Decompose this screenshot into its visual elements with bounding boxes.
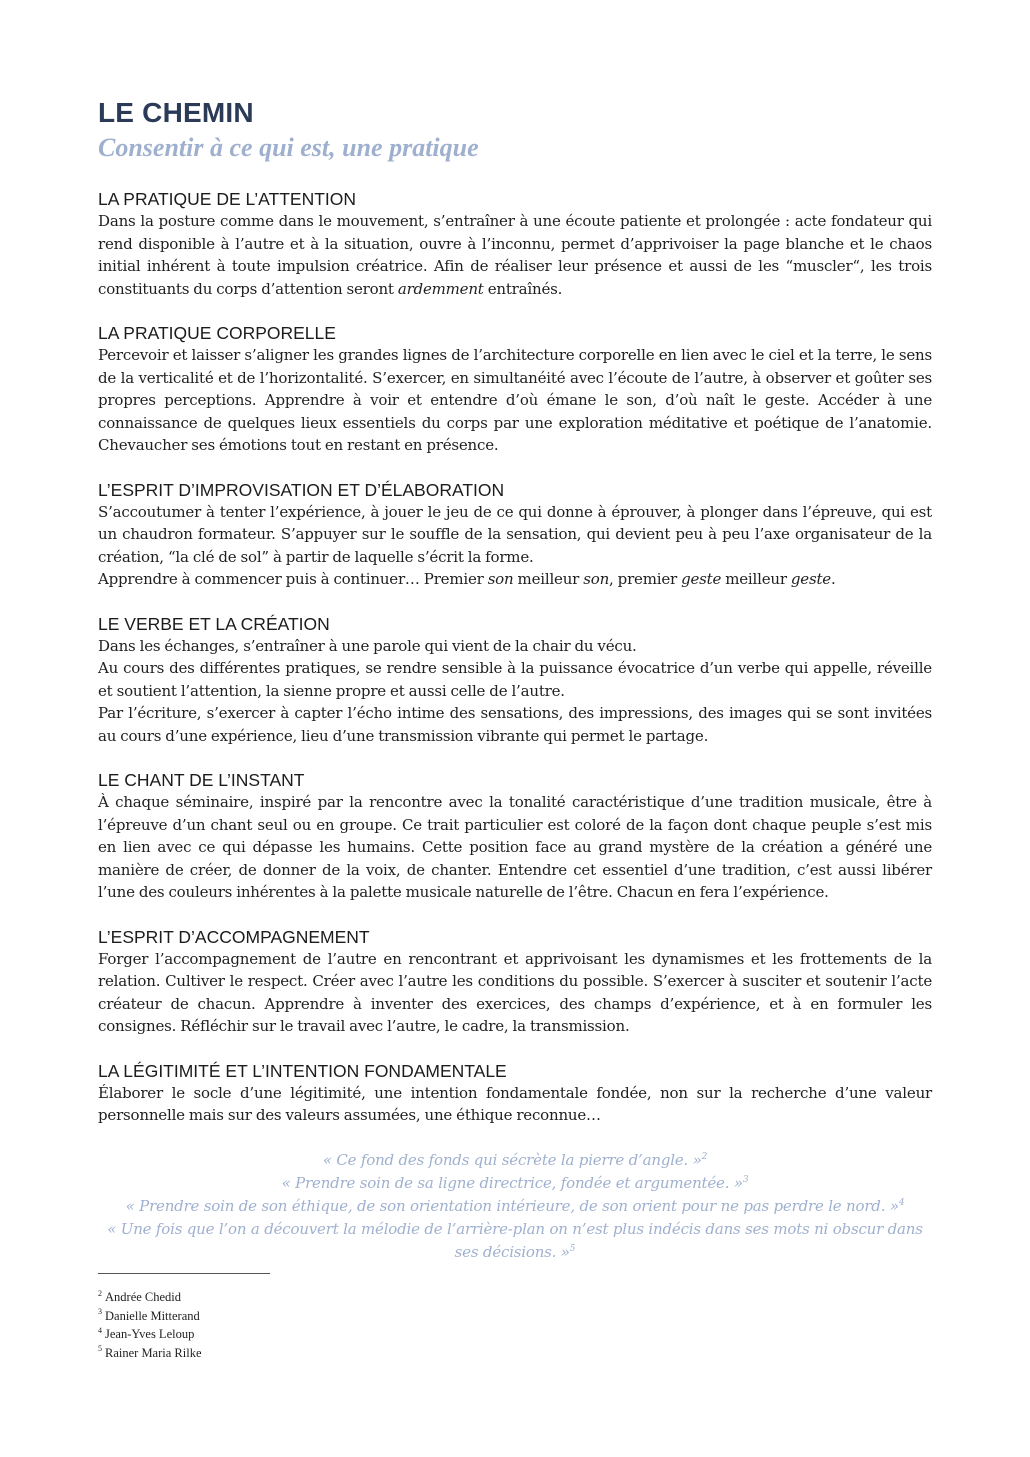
section-paragraph: À chaque séminaire, inspiré par la rencontre avec la tonalité caractéristique d’une tradition musicale, être à l’épreuve d’un chant seul ou en groupe. Ce trait particulier est coloré de la façon dont chaque peuple s’est mis en lien avec ce qui dépasse les humains. Cette position face au grand mystère de la création a généré une manière de créer, de donner de la voix, de chanter. Entendre cet essentiel d’une tradition, c’est aussi libérer l’une des couleurs inhérentes à la palette musicale naturelle de l’être. Chacun en fera l’expérience. bbox=[98, 793, 932, 901]
section-accompagnement bbox=[98, 926, 932, 1038]
quotes-block bbox=[98, 1149, 932, 1264]
footnote-divider bbox=[98, 1273, 270, 1274]
section-paragraph: Dans la posture comme dans le mouvement, s’entraîner à une écoute patiente et prolongée : acte fondateur qui rend disponible à l’autre et à la situation, ouvre à l’inconnu, permet d’apprivoiser la page blanche et le chaos initial inhérent à toute impulsion créatrice. Afin de réaliser leur présence et aussi de les “muscler“, les trois constituants du corps d’attention seront ardemment entraînés. bbox=[98, 212, 932, 298]
section-heading: LA LÉGITIMITÉ ET L’INTENTION FONDAMENTALE bbox=[98, 1060, 507, 1081]
section-paragraph: S’accoutumer à tenter l’expérience, à jouer le jeu de ce qui donne à éprouver, à plonger dans l’épreuve, qui est un chaudron formateur. S’appuyer sur le souffle de la sensation, qui devient peu à peu l’axe organisateur de la création, “la clé de sol” à partir de laquelle s’écrit la forme. bbox=[98, 502, 932, 566]
section-verbe bbox=[98, 613, 932, 748]
footnote: $^5$ Rainer Maria Rilke bbox=[98, 1344, 202, 1360]
footnote: $^3$ Danielle Mitterand bbox=[98, 1307, 200, 1323]
section-paragraph: Percevoir et laisser s’aligner les grandes lignes de l’architecture corporelle en lien avec le ciel et la terre, le sens de la verticalité et de l’horizontalité. S’exercer, en simultanéité avec l’écoute de l’autre, à observer et goûter ses propres perceptions. Apprendre à voir et entendre d’où émane le son, d’où naît le geste. Accéder à une connaissance de quelques lieux essentiels du corps par une exploration méditative et poétique de l’anatomie. Chevaucher ses émotions tout en restant en présence. bbox=[98, 346, 932, 454]
section-improvisation bbox=[98, 479, 932, 591]
quote-line: « Ce fond des fonds qui sécrète la pierre d’angle. »$^2$ bbox=[322, 1150, 708, 1169]
page-subtitle: Consentir à ce qui est, une pratique bbox=[98, 133, 479, 162]
section-heading: LA PRATIQUE DE L’ATTENTION bbox=[98, 189, 357, 209]
quote-line: « Prendre soin de sa ligne directrice, fondée et argumentée. »$^3$ bbox=[281, 1173, 749, 1192]
section-chant bbox=[98, 769, 932, 904]
section-heading: LA PRATIQUE CORPORELLE bbox=[98, 323, 336, 343]
quote-line: « Une fois que l’on a découvert la mélodie de l’arrière-plan on n’est plus indécis dans ses mots ni obscur dans ses décisions. »$^5$ bbox=[107, 1219, 923, 1261]
quote-line: « Prendre soin de son éthique, de son orientation intérieure, de son orient pour ne pas perdre le nord. »$^4$ bbox=[125, 1196, 905, 1215]
section-paragraph: Apprendre à commencer puis à continuer… Premier son meilleur son, premier geste meilleur geste. bbox=[98, 570, 836, 588]
section-paragraph: Au cours des différentes pratiques, se rendre sensible à la puissance évocatrice d’un verbe qui appelle, réveille et soutient l’attention, la sienne propre et aussi celle de l’autre. bbox=[98, 659, 932, 700]
section-heading: L’ESPRIT D’ACCOMPAGNEMENT bbox=[98, 926, 370, 947]
footnote-ref: 2 bbox=[701, 1151, 708, 1162]
footnote-ref: 4 bbox=[898, 1197, 905, 1208]
section-paragraph: Forger l’accompagnement de l’autre en rencontrant et apprivoisant les dynamismes et les frottements de la relation. Cultiver le respect. Créer avec l’autre les conditions du possible. S’exercer à susciter et soutenir l’acte créateur de chacun. Apprendre à inventer des exercices, des champs d’expérience, et à en formuler les consignes. Réfléchir sur le travail avec l’autre, le cadre, la transmission. bbox=[98, 949, 932, 1035]
footnote-ref: 5 bbox=[569, 1243, 576, 1254]
footnotes bbox=[98, 1288, 202, 1362]
footnote: $^2$ Andrée Chedid bbox=[98, 1288, 182, 1304]
document-page bbox=[98, 96, 932, 1264]
footnote: $^4$ Jean-Yves Leloup bbox=[98, 1325, 195, 1341]
section-paragraph: Dans les échanges, s’entraîner à une parole qui vient de la chair du vécu. bbox=[98, 636, 637, 655]
section-paragraph: Élaborer le socle d’une légitimité, une intention fondamentale fondée, non sur la recherche d’une valeur personnelle mais sur des valeurs assumées, une éthique reconnue… bbox=[98, 1083, 932, 1124]
section-corporelle bbox=[98, 322, 932, 457]
section-heading: LE VERBE ET LA CRÉATION bbox=[98, 613, 330, 634]
section-attention bbox=[98, 188, 932, 300]
section-paragraph: Par l’écriture, s’exercer à capter l’écho intime des sensations, des impressions, des images qui se sont invitées au cours d’une expérience, lieu d’une transmission vibrante qui permet le partage. bbox=[98, 704, 932, 745]
section-heading: L’ESPRIT D’IMPROVISATION ET D’ÉLABORATION bbox=[98, 479, 505, 500]
section-heading: LE CHANT DE L’INSTANT bbox=[98, 770, 305, 790]
section-legitimite bbox=[98, 1060, 932, 1127]
footnote-ref: 3 bbox=[742, 1174, 749, 1185]
page-title: LE CHEMIN bbox=[98, 97, 254, 128]
